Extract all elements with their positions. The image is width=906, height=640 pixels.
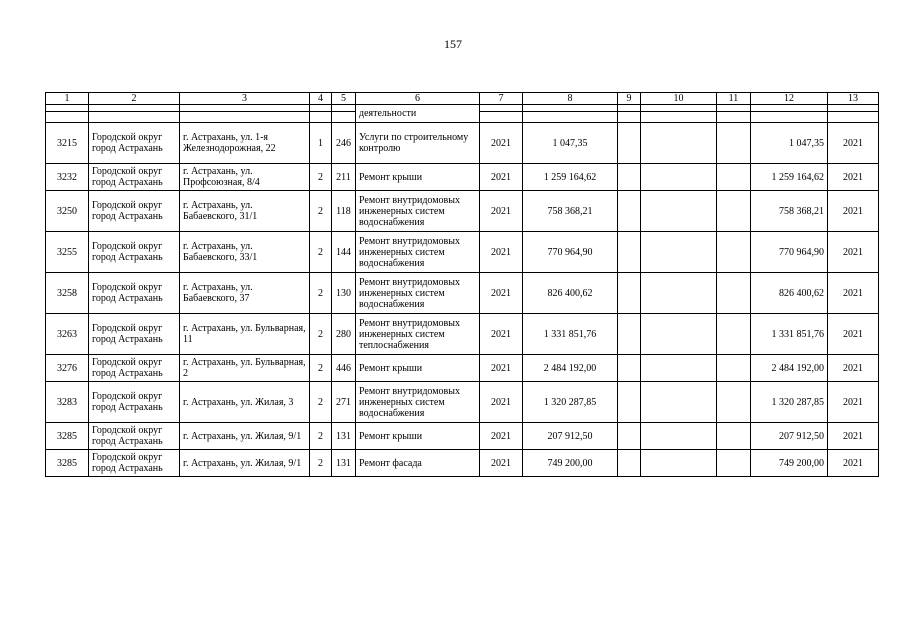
address-cell: г. Астрахань, ул. Бабаевского, 31/1 <box>180 191 310 232</box>
work-type-cell: Ремонт крыши <box>356 423 480 450</box>
col11-cell <box>717 273 751 314</box>
completion-year-cell: 2021 <box>828 123 879 164</box>
municipality-cell: Городской округ город Астрахань <box>89 382 180 423</box>
cost-cell: 770 964,90 <box>523 232 618 273</box>
address-cell: г. Астрахань, ул. Профсоюзная, 8/4 <box>180 164 310 191</box>
column-number: 7 <box>480 93 523 105</box>
table-row <box>46 355 879 382</box>
table-row <box>46 382 879 423</box>
col4-cell: 2 <box>310 314 332 355</box>
col10-cell <box>641 123 717 164</box>
work-type-cell: Ремонт внутридомовых инженерных систем теплоснабжения <box>356 314 480 355</box>
table-row <box>46 123 879 164</box>
col5-cell: 144 <box>332 232 356 273</box>
work-type-cell: Ремонт фасада <box>356 450 480 477</box>
col10-cell <box>641 232 717 273</box>
col11-cell <box>717 314 751 355</box>
continuation-row <box>46 105 879 112</box>
col4-cell: 2 <box>310 164 332 191</box>
house-id-cell: 3232 <box>46 164 89 191</box>
completion-year-cell: 2021 <box>828 191 879 232</box>
column-number: 2 <box>89 93 180 105</box>
total-cost-cell: 1 259 164,62 <box>751 164 828 191</box>
completion-year-cell: 2021 <box>828 273 879 314</box>
completion-year-cell: 2021 <box>828 164 879 191</box>
column-number: 1 <box>46 93 89 105</box>
repair-program-table <box>45 92 879 477</box>
col9-cell <box>618 423 641 450</box>
municipality-cell: Городской округ город Астрахань <box>89 450 180 477</box>
col9-cell <box>618 450 641 477</box>
cost-cell: 758 368,21 <box>523 191 618 232</box>
house-id-cell: 3255 <box>46 232 89 273</box>
col10-cell <box>641 423 717 450</box>
col9-cell <box>618 123 641 164</box>
column-number: 4 <box>310 93 332 105</box>
total-cost-cell: 207 912,50 <box>751 423 828 450</box>
continuation-text: деятельности <box>356 105 480 123</box>
col11-cell <box>717 450 751 477</box>
cost-cell: 1 047,35 <box>523 123 618 164</box>
col9-cell <box>618 382 641 423</box>
address-cell: г. Астрахань, ул. Жилая, 9/1 <box>180 450 310 477</box>
completion-year-cell: 2021 <box>828 382 879 423</box>
page-number: 157 <box>444 37 462 51</box>
cost-cell: 207 912,50 <box>523 423 618 450</box>
col5-cell: 280 <box>332 314 356 355</box>
col11-cell <box>717 164 751 191</box>
work-type-cell: Ремонт внутридомовых инженерных систем водоснабжения <box>356 191 480 232</box>
col10-cell <box>641 273 717 314</box>
municipality-cell: Городской округ город Астрахань <box>89 314 180 355</box>
column-number: 3 <box>180 93 310 105</box>
col5-cell: 271 <box>332 382 356 423</box>
col9-cell <box>618 314 641 355</box>
total-cost-cell: 826 400,62 <box>751 273 828 314</box>
col4-cell: 2 <box>310 450 332 477</box>
house-id-cell: 3276 <box>46 355 89 382</box>
col5-cell: 211 <box>332 164 356 191</box>
year-cell: 2021 <box>480 164 523 191</box>
year-cell: 2021 <box>480 191 523 232</box>
column-number: 10 <box>641 93 717 105</box>
work-type-cell: Ремонт внутридомовых инженерных систем водоснабжения <box>356 232 480 273</box>
total-cost-cell: 1 320 287,85 <box>751 382 828 423</box>
year-cell: 2021 <box>480 355 523 382</box>
cost-cell: 826 400,62 <box>523 273 618 314</box>
house-id-cell: 3285 <box>46 450 89 477</box>
col11-cell <box>717 423 751 450</box>
col10-cell <box>641 314 717 355</box>
house-id-cell: 3263 <box>46 314 89 355</box>
municipality-cell: Городской округ город Астрахань <box>89 423 180 450</box>
col5-cell: 131 <box>332 423 356 450</box>
col5-cell: 446 <box>332 355 356 382</box>
address-cell: г. Астрахань, ул. Жилая, 9/1 <box>180 423 310 450</box>
municipality-cell: Городской округ город Астрахань <box>89 191 180 232</box>
total-cost-cell: 1 047,35 <box>751 123 828 164</box>
year-cell: 2021 <box>480 273 523 314</box>
col4-cell: 2 <box>310 191 332 232</box>
column-number: 13 <box>828 93 879 105</box>
house-id-cell: 3215 <box>46 123 89 164</box>
address-cell: г. Астрахань, ул. Бульварная, 2 <box>180 355 310 382</box>
total-cost-cell: 1 331 851,76 <box>751 314 828 355</box>
house-id-cell: 3285 <box>46 423 89 450</box>
col5-cell: 246 <box>332 123 356 164</box>
total-cost-cell: 770 964,90 <box>751 232 828 273</box>
total-cost-cell: 2 484 192,00 <box>751 355 828 382</box>
col4-cell: 2 <box>310 423 332 450</box>
col10-cell <box>641 450 717 477</box>
work-type-cell: Ремонт крыши <box>356 355 480 382</box>
col5-cell: 131 <box>332 450 356 477</box>
work-type-cell: Ремонт внутридомовых инженерных систем водоснабжения <box>356 273 480 314</box>
col9-cell <box>618 232 641 273</box>
house-id-cell: 3250 <box>46 191 89 232</box>
col10-cell <box>641 191 717 232</box>
house-id-cell: 3283 <box>46 382 89 423</box>
work-type-cell: Услуги по строительному контролю <box>356 123 480 164</box>
col4-cell: 2 <box>310 355 332 382</box>
col5-cell: 118 <box>332 191 356 232</box>
address-cell: г. Астрахань, ул. Жилая, 3 <box>180 382 310 423</box>
municipality-cell: Городской округ город Астрахань <box>89 164 180 191</box>
year-cell: 2021 <box>480 232 523 273</box>
col11-cell <box>717 232 751 273</box>
municipality-cell: Городской округ город Астрахань <box>89 123 180 164</box>
completion-year-cell: 2021 <box>828 355 879 382</box>
total-cost-cell: 758 368,21 <box>751 191 828 232</box>
year-cell: 2021 <box>480 382 523 423</box>
work-type-cell: Ремонт внутридомовых инженерных систем водоснабжения <box>356 382 480 423</box>
address-cell: г. Астрахань, ул. 1-я Железнодорожная, 22 <box>180 123 310 164</box>
col11-cell <box>717 355 751 382</box>
cost-cell: 1 320 287,85 <box>523 382 618 423</box>
col11-cell <box>717 191 751 232</box>
column-number-row <box>46 93 879 105</box>
house-id-cell: 3258 <box>46 273 89 314</box>
table-row <box>46 232 879 273</box>
table-row <box>46 191 879 232</box>
total-cost-cell: 749 200,00 <box>751 450 828 477</box>
completion-year-cell: 2021 <box>828 450 879 477</box>
municipality-cell: Городской округ город Астрахань <box>89 273 180 314</box>
year-cell: 2021 <box>480 450 523 477</box>
col9-cell <box>618 355 641 382</box>
column-number: 12 <box>751 93 828 105</box>
column-number: 11 <box>717 93 751 105</box>
cost-cell: 2 484 192,00 <box>523 355 618 382</box>
col4-cell: 2 <box>310 382 332 423</box>
col9-cell <box>618 273 641 314</box>
year-cell: 2021 <box>480 314 523 355</box>
col11-cell <box>717 123 751 164</box>
completion-year-cell: 2021 <box>828 423 879 450</box>
column-number: 6 <box>356 93 480 105</box>
col4-cell: 1 <box>310 123 332 164</box>
year-cell: 2021 <box>480 423 523 450</box>
table-row <box>46 273 879 314</box>
address-cell: г. Астрахань, ул. Бабаевского, 33/1 <box>180 232 310 273</box>
table-row <box>46 314 879 355</box>
year-cell: 2021 <box>480 123 523 164</box>
work-type-cell: Ремонт крыши <box>356 164 480 191</box>
municipality-cell: Городской округ город Астрахань <box>89 355 180 382</box>
cost-cell: 1 331 851,76 <box>523 314 618 355</box>
table-row <box>46 423 879 450</box>
cost-cell: 1 259 164,62 <box>523 164 618 191</box>
table-row <box>46 164 879 191</box>
col9-cell <box>618 191 641 232</box>
completion-year-cell: 2021 <box>828 232 879 273</box>
col11-cell <box>717 382 751 423</box>
table-row <box>46 450 879 477</box>
completion-year-cell: 2021 <box>828 314 879 355</box>
col10-cell <box>641 164 717 191</box>
col9-cell <box>618 164 641 191</box>
col4-cell: 2 <box>310 232 332 273</box>
address-cell: г. Астрахань, ул. Бабаевского, 37 <box>180 273 310 314</box>
municipality-cell: Городской округ город Астрахань <box>89 232 180 273</box>
address-cell: г. Астрахань, ул. Бульварная, 11 <box>180 314 310 355</box>
col10-cell <box>641 382 717 423</box>
column-number: 5 <box>332 93 356 105</box>
col4-cell: 2 <box>310 273 332 314</box>
column-number: 8 <box>523 93 618 105</box>
col5-cell: 130 <box>332 273 356 314</box>
col10-cell <box>641 355 717 382</box>
cost-cell: 749 200,00 <box>523 450 618 477</box>
column-number: 9 <box>618 93 641 105</box>
